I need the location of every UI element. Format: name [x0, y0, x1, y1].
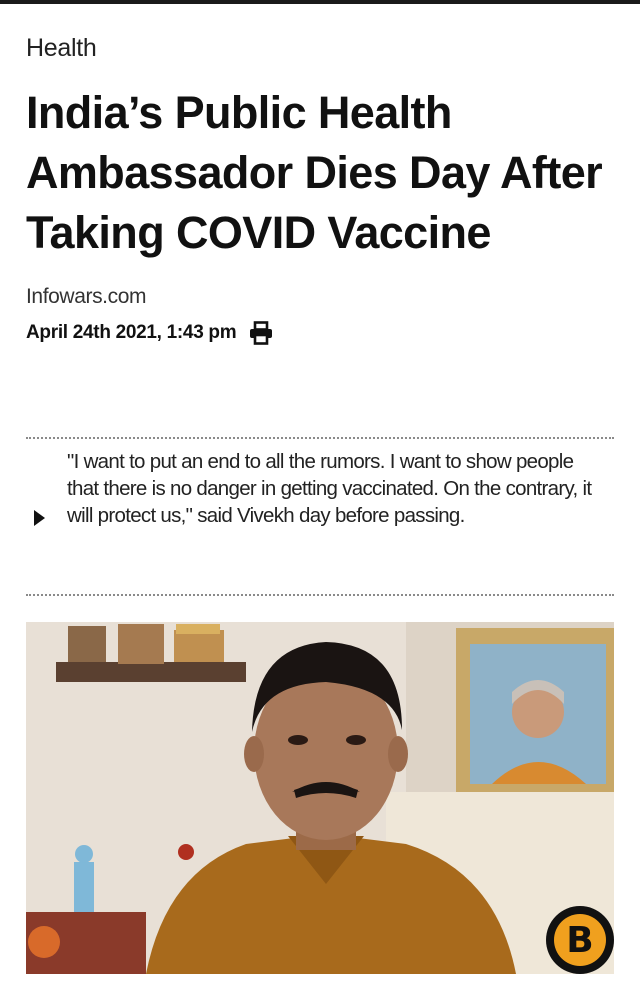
quote-text: "I want to put an end to all the rumors. I want to show people that there is no danger in getting vaccinated. On the contrary, it will protect us," said Vivekh day before passing.: [67, 450, 592, 527]
divider-bottom: [26, 594, 614, 596]
bitcoin-symbol: B: [554, 914, 606, 966]
top-border: [0, 0, 640, 4]
article-photo[interactable]: [26, 622, 614, 974]
printer-icon[interactable]: [248, 321, 274, 345]
article-date: April 24th 2021, 1:43 pm: [26, 322, 237, 343]
article-header: [26, 34, 616, 345]
bitcoin-icon[interactable]: [546, 906, 614, 974]
article-headline[interactable]: India’s Public Health Ambassador Dies Day After Taking COVID Vaccine: [26, 87, 603, 258]
date-row: [26, 321, 616, 345]
quote-block: [26, 448, 616, 529]
category-label[interactable]: Health: [26, 34, 97, 62]
play-icon[interactable]: [34, 510, 45, 526]
article-source[interactable]: Infowars.com: [26, 285, 147, 308]
divider-top: [26, 437, 614, 439]
